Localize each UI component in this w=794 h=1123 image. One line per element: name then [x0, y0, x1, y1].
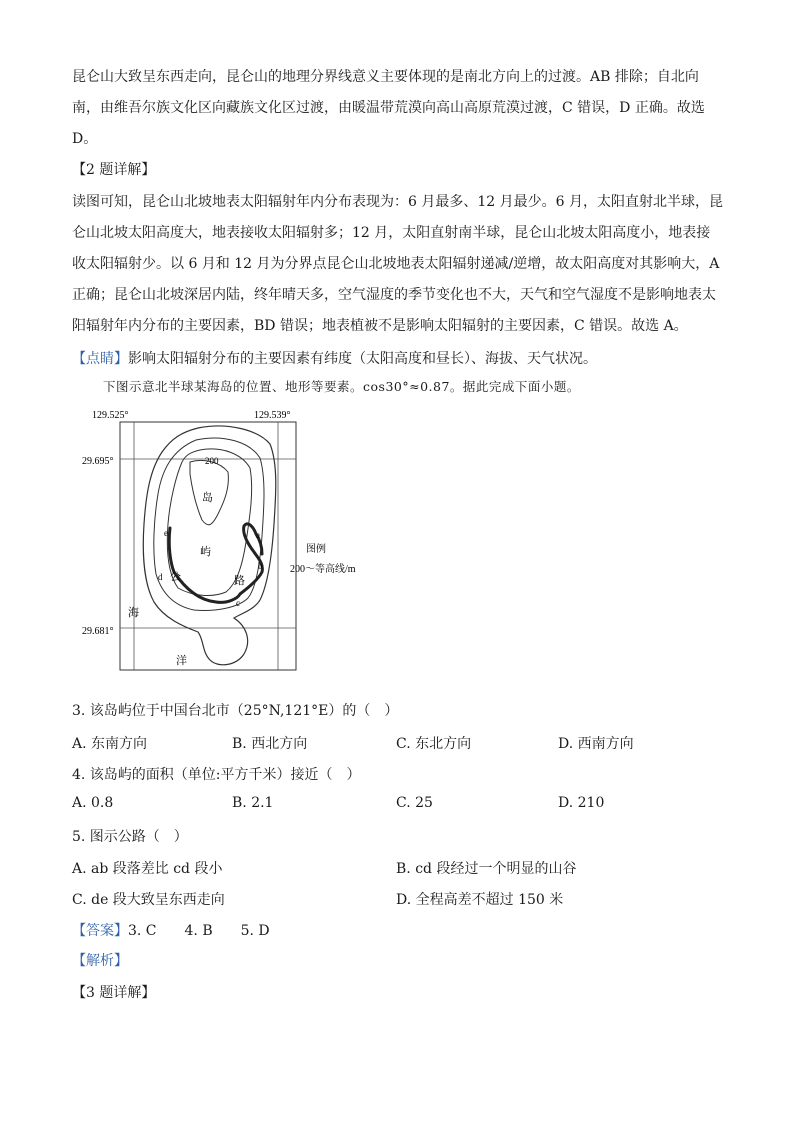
q3-option-d: D. 西南方向 [558, 736, 634, 752]
road-char-2: 路 [234, 575, 245, 587]
q3-option-b: B. 西北方向 [232, 736, 308, 752]
heading-q2: 【2 题详解】 [72, 162, 156, 178]
figure-intro: 下图示意北半球某海岛的位置、地形等要素。cos30°≈0.87。据此完成下面小题。 [103, 379, 580, 394]
q5-option-d: D. 全程高差不超过 150 米 [396, 892, 564, 908]
q3-option-c: C. 东北方向 [396, 736, 472, 752]
lon-right-label: 129.539° [254, 410, 291, 421]
legend-title: 图例 [306, 544, 326, 555]
answer-label: 【答案】 [72, 923, 128, 939]
road-point-a: a [256, 530, 260, 540]
lon-left-label: 129.525° [92, 410, 129, 421]
key-point [72, 344, 724, 375]
key-point-label: 【点睛】 [72, 351, 128, 367]
question-3-stem: 3. 该岛屿位于中国台北市（25°N,121°E）的（ ） [72, 703, 399, 719]
q3-option-a: A. 东南方向 [72, 736, 148, 752]
key-point-text: 影响太阳辐射分布的主要因素有纬度（太阳高度和昼长）、海拔、天气状况。 [128, 351, 597, 367]
road-point-c: c [236, 598, 240, 608]
q4-option-a: A. 0.8 [72, 795, 114, 811]
legend-text: 200～等高线/m [290, 564, 356, 575]
island-char-1: 岛 [202, 492, 213, 504]
analysis-heading: 【解析】 [72, 953, 128, 969]
island-map [78, 404, 418, 676]
contour-elevation-label: 200 [205, 456, 219, 466]
explanation-paragraph-1: 昆仑山大致呈东西走向，昆仑山的地理分界线意义主要体现的是南北方向上的过渡。AB 排除；自北向南，由维吾尔族文化区向藏族文化区过渡，由暖温带荒漠向高山高原荒漠过渡，C 错误，D 正确。故选 D。 [72, 69, 705, 147]
q4-option-c: C. 25 [396, 795, 433, 811]
answer-text: 3. C 4. B 5. D [128, 923, 270, 939]
island-char-2: 屿 [200, 546, 211, 558]
road-point-d: d [158, 572, 163, 582]
road-point-b: b [258, 561, 263, 571]
lat-top-label: 29.695° [82, 456, 114, 467]
answer-line [72, 920, 270, 940]
question-4-stem: 4. 该岛屿的面积（单位:平方千米）接近（ ） [72, 767, 361, 783]
sea-char-2: 洋 [176, 655, 187, 667]
q4-option-d: D. 210 [558, 795, 605, 811]
question-5-stem: 5. 图示公路（ ） [72, 829, 188, 845]
road-point-e: e [164, 528, 168, 538]
road-char-1: 公 [170, 571, 181, 583]
q5-option-a: A. ab 段落差比 cd 段小 [72, 861, 223, 877]
q4-option-b: B. 2.1 [232, 795, 274, 811]
lat-bottom-label: 29.681° [82, 626, 114, 637]
q5-option-b: B. cd 段经过一个明显的山谷 [396, 861, 577, 877]
explanation-paragraph-2: 读图可知，昆仑山北坡地表太阳辐射年内分布表现为：6 月最多、12 月最少。6 月，太阳直射北半球，昆仑山北坡太阳高度大，地表接收太阳辐射多；12 月，太阳直射南半球，昆仑山北坡太阳高度小，地表接收太阳辐射少。以 6 月和 12 月为分界点昆仑山北坡地表太阳辐射递减/逆增，故太阳高度对其影响大，A 正确；昆仑山北坡深居内陆，终年晴天多，空气湿度的季节变化也不大，天气和空气湿度不是影响地表太阳辐射年内分布的主要因素，BD 错误；地表植被不是影响太阳辐射的主要因素，C 错误。故选 A。 [72, 194, 723, 334]
sea-char-1: 海 [128, 607, 139, 619]
heading-q3: 【3 题详解】 [72, 985, 156, 1001]
q5-option-c: C. de 段大致呈东西走向 [72, 892, 225, 908]
